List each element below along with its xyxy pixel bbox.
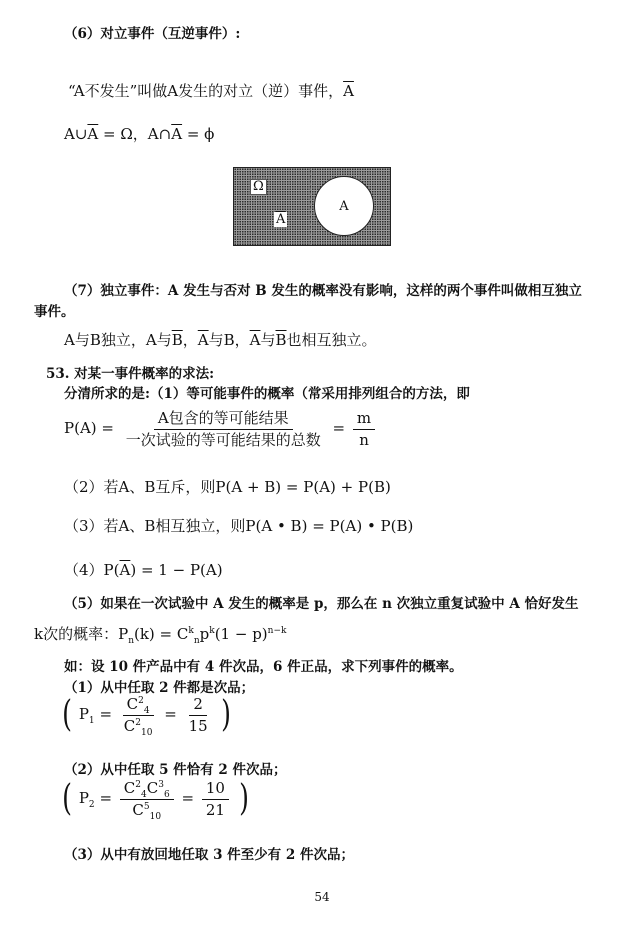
answer2-num-sup1: 2 bbox=[135, 780, 142, 790]
fraction-m: m bbox=[353, 410, 375, 430]
formula-abar-2: $\overline{A}$ bbox=[171, 125, 183, 143]
binomial-intro: （5）如果在一次试验中 A 发生的概率是 p，那么在 n 次独立重复试验中 A 恰好发生 bbox=[64, 596, 579, 612]
binomial-mid: (k) = C bbox=[133, 625, 189, 643]
heading-complementary-events: （6）对立事件（互逆事件）: bbox=[64, 26, 241, 42]
answer1-combination-fraction bbox=[120, 695, 157, 738]
left-paren: ( bbox=[62, 694, 72, 735]
fraction-numerator: A包含的等可能结果 bbox=[154, 410, 293, 430]
binomial-sup-k2: k bbox=[209, 626, 215, 636]
answer2-num-c2: C bbox=[146, 779, 159, 797]
answer2-num-sub2: 6 bbox=[163, 790, 170, 800]
binomial-prefix: k次的概率：P bbox=[34, 625, 129, 643]
answer1-p: P bbox=[78, 705, 89, 723]
fraction-outcomes bbox=[122, 410, 325, 448]
venn-divider bbox=[310, 168, 311, 245]
answer1-den-sub: 10 bbox=[141, 727, 153, 738]
answer1-den-c: C bbox=[123, 716, 136, 735]
answer2-num-sub1: 4 bbox=[141, 790, 147, 800]
section-53-heading: 53. 对某一事件概率的求法: bbox=[46, 366, 215, 382]
example-intro: 如：设 10 件产品中有 4 件次品，6 件正品，求下列事件的概率。 bbox=[64, 659, 463, 675]
venn-event-a-label: A bbox=[339, 198, 349, 214]
complement-formula bbox=[64, 123, 214, 144]
mutually-exclusive-rule: （2）若A、B互斥，则P(A + B) = P(A) + P(B) bbox=[64, 478, 391, 496]
answer2-result-den: 21 bbox=[205, 800, 225, 819]
venn-event-a-circle bbox=[314, 176, 374, 236]
page-number: 54 bbox=[314, 890, 330, 904]
answer1-sub: 1 bbox=[88, 716, 95, 726]
answer1-eq-2: = bbox=[164, 705, 177, 723]
answer2-sub: 2 bbox=[88, 800, 95, 810]
complement-definition-text: “A不发生”叫做A发生的对立（逆）事件， bbox=[68, 82, 344, 100]
equal-probability-formula bbox=[64, 410, 378, 448]
fraction-denominator: 一次试验的等可能结果的总数 bbox=[125, 430, 321, 449]
rule4-suffix: ) = 1 − P(A) bbox=[130, 561, 223, 579]
answer1-den-sup: 2 bbox=[135, 717, 142, 728]
formula-mid: = Ω，A bbox=[98, 125, 159, 143]
independent-product-rule: （3）若A、B相互独立，则P(A • B) = P(A) • P(B) bbox=[64, 517, 414, 535]
intersection-symbol: ∩ bbox=[158, 125, 172, 143]
answer2-eq: = bbox=[99, 789, 113, 807]
answer2-den-sup: 5 bbox=[143, 801, 150, 812]
fraction-m-over-n bbox=[353, 410, 375, 448]
answer1-num-sup: 2 bbox=[138, 696, 144, 706]
answer2-p: P bbox=[78, 789, 89, 807]
venn-omega-label: Ω bbox=[250, 179, 267, 195]
equals-sign: = bbox=[332, 419, 346, 437]
answer1-result-fraction bbox=[185, 696, 212, 734]
answer1-result-den: 15 bbox=[188, 716, 208, 735]
binomial-tail: (1 − p) bbox=[214, 625, 268, 643]
union-symbol: ∪ bbox=[74, 125, 88, 143]
left-paren-2: ( bbox=[62, 778, 72, 819]
binomial-sup-nk: n−k bbox=[267, 626, 287, 636]
example-question-2: （2）从中任取 5 件恰有 2 件次品； bbox=[64, 762, 287, 778]
answer2-result-num: 10 bbox=[202, 780, 229, 800]
answer2-num-c1: C bbox=[123, 779, 136, 797]
venn-complement-label: $\overline{A}$ bbox=[276, 212, 286, 227]
answer1-num-c: C bbox=[126, 695, 139, 713]
answer2-combination-fraction bbox=[120, 779, 174, 822]
right-paren: ) bbox=[221, 694, 232, 735]
binomial-sup-k: k bbox=[188, 626, 194, 636]
independent-events-line1: （7）独立事件：A 发生与否对 B 发生的概率没有影响，这样的两个事件叫做相互独立 bbox=[64, 283, 582, 299]
formula-p-of-a: P(A) = bbox=[64, 419, 114, 437]
rule4-prefix: （4）P( bbox=[64, 561, 120, 579]
complement-symbol: $\overline{A}$ bbox=[343, 82, 354, 100]
answer2-eq-2: = bbox=[181, 789, 195, 807]
section-53-intro: 分清所求的是:（1）等可能事件的概率（常采用排列组合的方法，即 bbox=[64, 386, 470, 402]
binomial-formula bbox=[34, 623, 286, 644]
example-question-1: （1）从中任取 2 件都是次品； bbox=[64, 680, 255, 696]
answer1-num-sub: 4 bbox=[143, 706, 150, 716]
venn-diagram bbox=[233, 167, 391, 246]
binomial-sub-n: n bbox=[128, 636, 134, 646]
answer2-num-sup2: 3 bbox=[158, 780, 164, 790]
complement-definition bbox=[68, 80, 354, 101]
formula-abar: $\overline{A}$ bbox=[87, 125, 99, 143]
rule4-abar: $\overline{A}$ bbox=[119, 561, 131, 579]
binomial-p: p bbox=[199, 625, 210, 643]
complement-probability-rule bbox=[64, 559, 223, 580]
answer2-result-fraction bbox=[202, 780, 229, 818]
answer1-result-num: 2 bbox=[189, 696, 207, 716]
right-paren-2: ) bbox=[238, 778, 249, 819]
answer1-eq: = bbox=[99, 705, 113, 723]
binomial-sub-n2: n bbox=[193, 636, 200, 646]
fraction-n: n bbox=[359, 430, 369, 449]
answer2-den-c: C bbox=[132, 800, 144, 819]
independent-events-example: A与B独立，A与$\overline{B}$，$\overline{A}$与B，$\overline{A}$与$\overline{B}$也相互独立。 bbox=[64, 331, 377, 349]
example-answer-1 bbox=[60, 694, 234, 738]
independent-events-line2: 事件。 bbox=[34, 304, 75, 320]
formula-empty-set: = ϕ bbox=[182, 125, 215, 143]
example-question-3: （3）从中有放回地任取 3 件至少有 2 件次品； bbox=[64, 847, 354, 863]
answer2-den-sub: 10 bbox=[149, 811, 162, 822]
example-answer-2 bbox=[60, 778, 251, 822]
formula-a: A bbox=[64, 125, 75, 143]
